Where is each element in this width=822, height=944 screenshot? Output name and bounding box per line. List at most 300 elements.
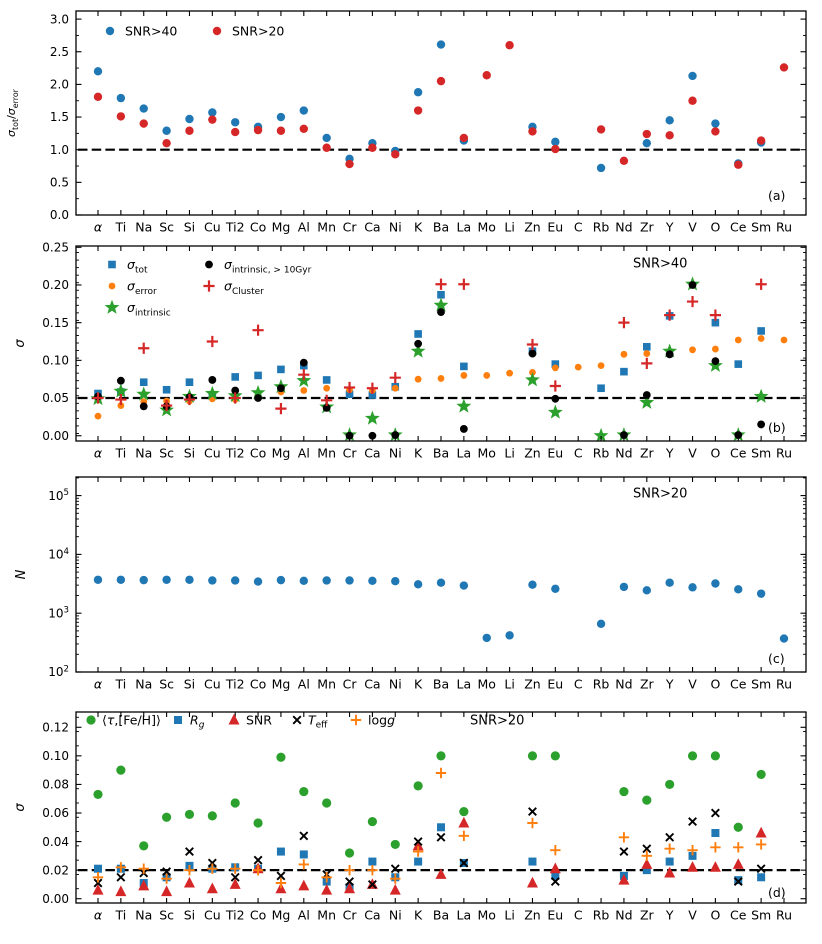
data-point bbox=[437, 40, 445, 48]
y-tick-label: 0.06 bbox=[42, 806, 69, 821]
data-point bbox=[688, 583, 696, 591]
x-tick-label: Eu bbox=[547, 445, 564, 461]
data-point bbox=[116, 766, 125, 775]
data-point bbox=[213, 27, 221, 35]
data-point bbox=[117, 112, 125, 120]
y-tick-label: 0.08 bbox=[42, 777, 69, 792]
x-tick-label: Si bbox=[183, 219, 196, 235]
data-point bbox=[598, 362, 605, 369]
x-tick-label: Sc bbox=[159, 676, 175, 692]
data-point bbox=[254, 394, 262, 402]
data-point bbox=[711, 579, 719, 587]
data-point bbox=[643, 586, 651, 594]
legend-label: $\sigma_{intrinsic, > 10Gyr}$ bbox=[224, 257, 312, 276]
panel-letter: (a) bbox=[768, 188, 786, 203]
y-tick-label: 0.0 bbox=[49, 208, 69, 223]
data-point bbox=[185, 576, 193, 584]
data-point bbox=[505, 631, 513, 639]
x-tick-label: Co bbox=[249, 445, 267, 461]
x-tick-label: Mn bbox=[317, 445, 337, 461]
data-point bbox=[551, 145, 559, 153]
data-point bbox=[140, 402, 148, 410]
data-point bbox=[323, 385, 330, 392]
data-point bbox=[757, 327, 765, 335]
data-point bbox=[575, 364, 582, 371]
x-tick-label: O bbox=[710, 907, 721, 923]
y-tick-label: $10^5$ bbox=[48, 487, 69, 503]
data-point bbox=[757, 770, 766, 779]
x-tick-label: Cr bbox=[342, 676, 357, 692]
x-tick-label: La bbox=[456, 907, 472, 923]
data-point bbox=[140, 104, 148, 112]
x-tick-label: Mn bbox=[317, 907, 337, 923]
data-point bbox=[620, 368, 628, 376]
x-tick-label: Na bbox=[135, 907, 153, 923]
x-tick-label: Co bbox=[249, 219, 267, 235]
data-point bbox=[368, 817, 377, 826]
data-point bbox=[619, 787, 628, 796]
x-tick-label: Zr bbox=[639, 219, 654, 235]
x-tick-label: Al bbox=[297, 219, 310, 235]
x-tick-label: Zr bbox=[639, 676, 654, 692]
x-tick-label: Zn bbox=[524, 676, 541, 692]
x-tick-label: Ca bbox=[364, 907, 381, 923]
data-point bbox=[368, 858, 376, 866]
x-tick-label: Sm bbox=[751, 907, 772, 923]
data-point bbox=[414, 340, 422, 348]
x-tick-label: Zn bbox=[524, 907, 541, 923]
x-tick-label: Ni bbox=[388, 676, 402, 692]
data-point bbox=[529, 350, 537, 358]
data-point bbox=[757, 873, 765, 881]
data-point bbox=[735, 337, 742, 344]
x-tick-label: Ni bbox=[388, 445, 402, 461]
y-tick-label: 0.5 bbox=[49, 175, 69, 190]
data-point bbox=[208, 115, 216, 123]
x-tick-label: La bbox=[456, 676, 472, 692]
data-point bbox=[460, 425, 468, 433]
data-point bbox=[734, 823, 743, 832]
data-point bbox=[300, 850, 308, 858]
y-tick-label: 0.25 bbox=[42, 240, 69, 255]
x-tick-label: Zr bbox=[639, 907, 654, 923]
data-point bbox=[688, 72, 696, 80]
x-tick-label: O bbox=[710, 219, 721, 235]
data-point bbox=[208, 811, 217, 820]
data-point bbox=[551, 138, 559, 146]
data-point bbox=[300, 106, 308, 114]
data-point bbox=[551, 751, 560, 760]
data-point bbox=[345, 160, 353, 168]
x-tick-label: Y bbox=[665, 676, 674, 692]
x-tick-label: K bbox=[414, 445, 423, 461]
x-tick-label: Ba bbox=[432, 445, 450, 461]
x-tick-label: Li bbox=[504, 907, 515, 923]
data-point bbox=[643, 130, 651, 138]
x-tick-label: K bbox=[414, 219, 423, 235]
legend-label: logg bbox=[368, 712, 395, 728]
x-tick-label: Li bbox=[504, 676, 515, 692]
x-tick-label: Cu bbox=[204, 676, 221, 692]
data-point bbox=[185, 127, 193, 135]
x-tick-label: V bbox=[688, 907, 697, 923]
x-tick-label: La bbox=[456, 219, 472, 235]
y-tick-label: 0.12 bbox=[42, 720, 69, 735]
data-point bbox=[277, 366, 285, 374]
data-point bbox=[276, 753, 285, 762]
data-point bbox=[106, 27, 114, 35]
y-tick-label: 0.04 bbox=[42, 834, 69, 849]
data-point bbox=[437, 77, 445, 85]
x-tick-label: Cu bbox=[204, 907, 221, 923]
x-tick-label: Nd bbox=[615, 907, 633, 923]
data-point bbox=[414, 858, 422, 866]
x-tick-label: C bbox=[573, 676, 583, 692]
data-point bbox=[345, 576, 353, 584]
x-tick-label: Nd bbox=[615, 445, 633, 461]
data-point bbox=[758, 335, 765, 342]
data-point bbox=[253, 818, 262, 827]
data-point bbox=[643, 343, 651, 351]
data-point bbox=[299, 787, 308, 796]
data-point bbox=[551, 395, 559, 403]
x-tick-label: Rb bbox=[592, 676, 610, 692]
data-point bbox=[711, 829, 719, 837]
x-tick-label: Mn bbox=[317, 676, 337, 692]
data-point bbox=[162, 813, 171, 822]
data-point bbox=[300, 125, 308, 133]
legend-label: SNR bbox=[246, 712, 272, 728]
data-point bbox=[528, 581, 536, 589]
data-point bbox=[300, 359, 308, 367]
data-point bbox=[391, 840, 400, 849]
data-point bbox=[391, 150, 399, 158]
x-tick-label: Nd bbox=[615, 219, 633, 235]
y-axis-label: N bbox=[14, 569, 29, 580]
x-tick-label: Si bbox=[183, 445, 196, 461]
data-point bbox=[505, 41, 513, 49]
y-tick-label: 0.10 bbox=[42, 353, 69, 368]
data-point bbox=[711, 127, 719, 135]
x-tick-label: Ru bbox=[775, 676, 793, 692]
x-tick-label: Sc bbox=[159, 445, 175, 461]
data-point bbox=[438, 375, 445, 382]
x-tick-label: Ru bbox=[775, 219, 793, 235]
data-point bbox=[621, 351, 628, 358]
x-tick-label: Cr bbox=[342, 219, 357, 235]
x-tick-label: Mg bbox=[271, 445, 291, 461]
data-point bbox=[597, 164, 605, 172]
x-tick-label: Mg bbox=[271, 907, 291, 923]
data-point bbox=[781, 337, 788, 344]
snr-cut-annotation: SNR>20 bbox=[633, 486, 688, 502]
data-point bbox=[392, 385, 399, 392]
x-tick-label: Rb bbox=[592, 219, 610, 235]
data-point bbox=[117, 377, 125, 385]
data-point bbox=[597, 384, 605, 392]
x-tick-label: Si bbox=[183, 676, 196, 692]
data-point bbox=[94, 865, 102, 873]
x-tick-label: α bbox=[93, 676, 103, 692]
x-tick-label: α bbox=[93, 445, 103, 461]
data-point bbox=[437, 308, 445, 316]
y-tick-label: 1.5 bbox=[49, 110, 69, 125]
data-point bbox=[666, 858, 674, 866]
x-tick-label: Ni bbox=[388, 219, 402, 235]
data-point bbox=[185, 810, 194, 819]
data-point bbox=[109, 283, 116, 290]
y-tick-label: 0.02 bbox=[42, 863, 69, 878]
legend-label: $\sigma_{tot}$ bbox=[127, 257, 148, 276]
x-tick-label: Zr bbox=[639, 445, 654, 461]
data-point bbox=[734, 161, 742, 169]
x-tick-label: Mo bbox=[477, 445, 496, 461]
x-tick-label: Y bbox=[665, 907, 674, 923]
data-point bbox=[162, 139, 170, 147]
data-point bbox=[757, 589, 765, 597]
x-tick-label: Na bbox=[135, 219, 153, 235]
data-point bbox=[368, 144, 376, 152]
x-tick-label: Si bbox=[183, 907, 196, 923]
x-tick-label: V bbox=[688, 219, 697, 235]
snr-cut-annotation: SNR>40 bbox=[633, 256, 688, 272]
x-tick-label: Mo bbox=[477, 907, 496, 923]
data-point bbox=[94, 67, 102, 75]
data-point bbox=[665, 131, 673, 139]
x-tick-label: Na bbox=[135, 676, 153, 692]
x-tick-label: Cu bbox=[204, 219, 221, 235]
data-point bbox=[94, 576, 102, 584]
x-tick-label: K bbox=[414, 676, 423, 692]
x-tick-label: Cr bbox=[342, 907, 357, 923]
data-point bbox=[780, 63, 788, 71]
x-tick-label: Rb bbox=[592, 445, 610, 461]
x-tick-label: Sm bbox=[751, 676, 772, 692]
x-tick-label: Eu bbox=[547, 676, 564, 692]
data-point bbox=[231, 373, 239, 381]
x-tick-label: Ti bbox=[115, 907, 127, 923]
data-point bbox=[528, 751, 537, 760]
x-tick-label: Y bbox=[665, 219, 674, 235]
y-tick-label: $10^2$ bbox=[48, 664, 69, 680]
data-point bbox=[460, 581, 468, 589]
x-tick-label: Mn bbox=[317, 219, 337, 235]
legend-label: $\sigma_{intrinsic}$ bbox=[127, 300, 171, 319]
data-point bbox=[163, 386, 171, 394]
x-tick-label: Cr bbox=[342, 445, 357, 461]
legend-label: $T_{eff}$ bbox=[308, 712, 328, 731]
x-tick-label: Ni bbox=[388, 907, 402, 923]
data-point bbox=[254, 577, 262, 585]
data-point bbox=[460, 372, 467, 379]
x-tick-label: Ce bbox=[730, 907, 747, 923]
data-point bbox=[162, 576, 170, 584]
data-point bbox=[642, 796, 651, 805]
data-point bbox=[757, 136, 765, 144]
legend-label: $\sigma_{Cluster}$ bbox=[224, 278, 264, 297]
data-point bbox=[205, 261, 213, 269]
x-tick-label: Zn bbox=[524, 219, 541, 235]
data-point bbox=[208, 108, 216, 116]
data-point bbox=[665, 579, 673, 587]
data-point bbox=[437, 291, 445, 299]
data-point bbox=[140, 119, 148, 127]
y-tick-label: 1.0 bbox=[49, 142, 69, 157]
x-tick-label: Zn bbox=[524, 445, 541, 461]
data-point bbox=[643, 350, 650, 357]
data-point bbox=[665, 116, 673, 124]
data-point bbox=[140, 576, 148, 584]
x-tick-label: Ba bbox=[432, 907, 450, 923]
y-axis-label: σ bbox=[13, 803, 28, 812]
data-point bbox=[277, 113, 285, 121]
y-tick-label: 0.10 bbox=[42, 749, 69, 764]
y-tick-label: 0.05 bbox=[42, 391, 69, 406]
x-tick-label: Al bbox=[297, 676, 310, 692]
data-point bbox=[140, 378, 148, 386]
data-point bbox=[368, 577, 376, 585]
data-point bbox=[185, 115, 193, 123]
x-tick-label: Cu bbox=[204, 445, 221, 461]
x-tick-label: Rb bbox=[592, 907, 610, 923]
data-point bbox=[300, 387, 307, 394]
data-point bbox=[391, 577, 399, 585]
x-tick-label: Ce bbox=[730, 219, 747, 235]
data-point bbox=[414, 88, 422, 96]
data-point bbox=[688, 751, 697, 760]
data-point bbox=[780, 634, 788, 642]
data-point bbox=[437, 823, 445, 831]
x-tick-label: C bbox=[573, 907, 583, 923]
data-point bbox=[323, 376, 331, 384]
data-point bbox=[162, 127, 170, 135]
data-point bbox=[711, 119, 719, 127]
x-tick-label: Ti2 bbox=[225, 445, 245, 461]
x-tick-label: Ti2 bbox=[225, 219, 245, 235]
x-tick-label: La bbox=[456, 445, 472, 461]
data-point bbox=[551, 585, 559, 593]
data-point bbox=[665, 780, 674, 789]
x-tick-label: Co bbox=[249, 676, 267, 692]
data-point bbox=[231, 128, 239, 136]
data-point bbox=[436, 751, 445, 760]
data-point bbox=[528, 858, 536, 866]
data-point bbox=[620, 583, 628, 591]
data-point bbox=[688, 97, 696, 105]
data-point bbox=[254, 372, 262, 380]
data-point bbox=[711, 751, 720, 760]
y-tick-label: 2.0 bbox=[49, 77, 69, 92]
legend-label: SNR>40 bbox=[125, 23, 178, 39]
data-point bbox=[117, 576, 125, 584]
data-point bbox=[139, 841, 148, 850]
x-tick-label: Li bbox=[504, 219, 515, 235]
x-tick-label: Y bbox=[665, 445, 674, 461]
data-point bbox=[322, 144, 330, 152]
x-tick-label: Ba bbox=[432, 219, 450, 235]
x-tick-label: Ba bbox=[432, 676, 450, 692]
data-point bbox=[117, 94, 125, 102]
x-tick-label: C bbox=[573, 219, 583, 235]
y-tick-label: 0.20 bbox=[42, 278, 69, 293]
y-tick-label: 2.5 bbox=[49, 44, 69, 59]
x-tick-label: Na bbox=[135, 445, 153, 461]
data-point bbox=[483, 634, 491, 642]
data-point bbox=[322, 798, 331, 807]
data-point bbox=[415, 376, 422, 383]
x-tick-label: Ti2 bbox=[225, 676, 245, 692]
snr-cut-annotation: SNR>20 bbox=[470, 713, 525, 729]
data-point bbox=[712, 357, 720, 365]
legend-label: $R_g$ bbox=[190, 712, 205, 731]
data-point bbox=[689, 346, 696, 353]
data-point bbox=[95, 413, 102, 420]
legend-label: $\sigma_{error}$ bbox=[127, 278, 157, 297]
data-point bbox=[277, 576, 285, 584]
x-tick-label: Ti2 bbox=[225, 907, 245, 923]
x-tick-label: Nd bbox=[615, 676, 633, 692]
x-tick-label: Eu bbox=[547, 219, 564, 235]
x-tick-label: K bbox=[414, 907, 423, 923]
data-point bbox=[712, 346, 719, 353]
x-tick-label: Sc bbox=[159, 907, 175, 923]
data-point bbox=[345, 848, 354, 857]
y-axis-label: $\sigma_{tot}/\sigma_{error}$ bbox=[5, 89, 20, 137]
data-point bbox=[254, 126, 262, 134]
data-point bbox=[506, 370, 513, 377]
x-tick-label: Co bbox=[249, 907, 267, 923]
data-point bbox=[300, 577, 308, 585]
x-tick-label: Sm bbox=[751, 219, 772, 235]
data-point bbox=[666, 350, 674, 358]
x-tick-label: V bbox=[688, 676, 697, 692]
data-point bbox=[734, 876, 742, 884]
x-tick-label: Ti bbox=[115, 219, 127, 235]
x-tick-label: Mg bbox=[271, 219, 291, 235]
data-point bbox=[277, 384, 285, 392]
x-tick-label: V bbox=[688, 445, 697, 461]
x-tick-label: Sc bbox=[159, 219, 175, 235]
data-point bbox=[277, 848, 285, 856]
data-point bbox=[734, 360, 742, 368]
data-point bbox=[460, 134, 468, 142]
data-point bbox=[414, 330, 422, 338]
x-tick-label: Ti bbox=[115, 445, 127, 461]
y-tick-label: 3.0 bbox=[49, 12, 69, 27]
data-point bbox=[108, 261, 116, 269]
x-tick-label: Ca bbox=[364, 676, 381, 692]
x-tick-label: C bbox=[573, 445, 583, 461]
x-tick-label: Ce bbox=[730, 676, 747, 692]
data-point bbox=[186, 378, 194, 386]
x-tick-label: Al bbox=[297, 907, 310, 923]
x-tick-label: Mo bbox=[477, 676, 496, 692]
x-tick-label: Li bbox=[504, 445, 515, 461]
x-tick-label: Mg bbox=[271, 676, 291, 692]
data-point bbox=[643, 391, 651, 399]
data-point bbox=[208, 376, 216, 384]
legend-label: SNR>20 bbox=[232, 23, 285, 39]
x-tick-label: Ru bbox=[775, 445, 793, 461]
data-point bbox=[208, 576, 216, 584]
data-point bbox=[93, 790, 102, 799]
x-tick-label: α bbox=[93, 907, 103, 923]
y-tick-label: 0.15 bbox=[42, 315, 69, 330]
data-point bbox=[689, 281, 697, 289]
panel-letter: (b) bbox=[768, 420, 786, 435]
x-tick-label: α bbox=[93, 219, 103, 235]
data-point bbox=[460, 363, 468, 371]
